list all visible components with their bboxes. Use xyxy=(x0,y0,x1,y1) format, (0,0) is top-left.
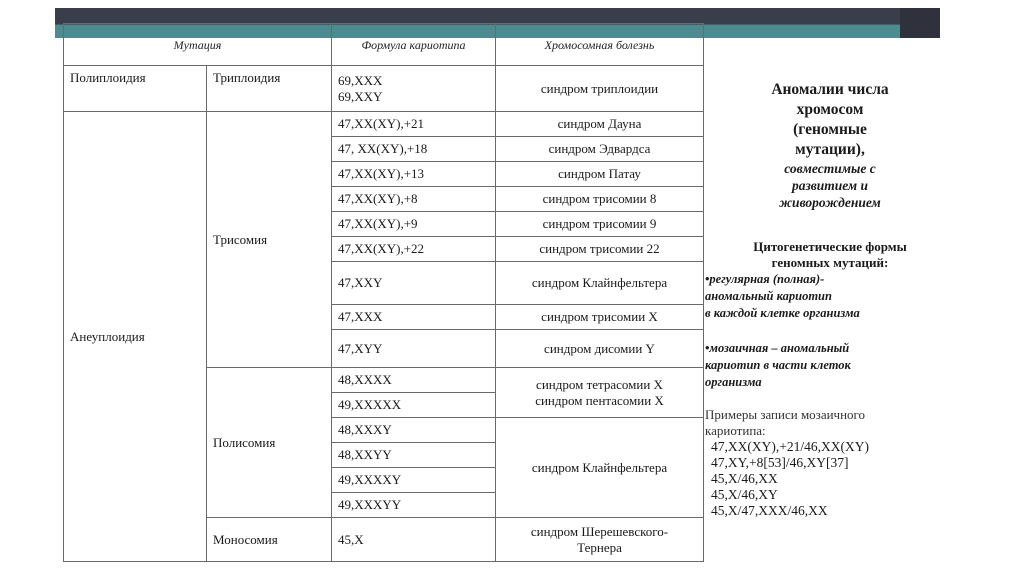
subtype-monosomy: Моносомия xyxy=(207,518,332,562)
disease-cell: синдром Клайнфельтера xyxy=(496,418,704,518)
disease-cell xyxy=(496,518,704,562)
regular-form-bullet xyxy=(705,271,955,322)
formula-cell: 47,XX(XY),+13 xyxy=(332,162,496,187)
forms-heading xyxy=(705,239,955,271)
header-disease: Хромосомная болезнь xyxy=(496,24,704,66)
table-row xyxy=(64,66,704,112)
disease-text: синдром пентасомии X xyxy=(535,392,664,408)
side-title-line: хромосом xyxy=(796,101,864,118)
table-header-row xyxy=(64,24,704,66)
examples-heading-line: кариотипа: xyxy=(705,423,766,438)
formula-cell: 49,XXXXY xyxy=(332,468,496,493)
header-formula: Формула кариотипа xyxy=(332,24,496,66)
disease-text: синдром тетрасомии X xyxy=(536,376,663,392)
disease-cell: синдром трисомии X xyxy=(496,305,704,330)
side-subtitle-line: развитием и xyxy=(791,178,869,193)
side-subtitle-line: живорождением xyxy=(779,195,881,210)
formula-cell: 47,XX(XY),+8 xyxy=(332,187,496,212)
subtype-triploidy: Триплоидия xyxy=(207,66,332,112)
disease-cell: синдром Патау xyxy=(496,162,704,187)
formula-text: 69,XXY xyxy=(338,88,383,104)
formula-cell: 49,XXXXX xyxy=(332,393,496,418)
bullet-line: кариотип в части клеток xyxy=(705,358,851,372)
formula-cell: 48,XXXY xyxy=(332,418,496,443)
disease-cell: синдром дисомии Y xyxy=(496,330,704,368)
category-polyploidy: Полиплоидия xyxy=(64,66,207,112)
formula-cell: 47,XXX xyxy=(332,305,496,330)
formula-cell: 49,XXXYY xyxy=(332,493,496,518)
bullet-line: аномальный кариотип xyxy=(705,289,832,303)
formula-cell: 47,XXY xyxy=(332,262,496,305)
example-karyotype: 45,X/46,XY xyxy=(711,487,778,502)
formula-cell xyxy=(332,66,496,112)
bullet-line: •регулярная (полная)- xyxy=(705,272,825,286)
category-aneuploidy: Анеуплоидия xyxy=(64,112,207,562)
disease-text: синдром Шерешевского- xyxy=(530,523,669,539)
examples-heading xyxy=(705,407,955,439)
side-title-line: (геномные xyxy=(793,121,867,138)
disease-cell: синдром трисомии 9 xyxy=(496,212,704,237)
side-title xyxy=(705,80,955,160)
side-subtitle-line: совместимые с xyxy=(784,161,876,176)
formula-cell: 45,X xyxy=(332,518,496,562)
subtype-trisomy: Трисомия xyxy=(207,112,332,368)
disease-cell: синдром трисомии 22 xyxy=(496,237,704,262)
disease-cell: синдром трисомии 8 xyxy=(496,187,704,212)
example-karyotype: 45,X/47,XXX/46,XX xyxy=(711,503,828,518)
forms-heading-line: Цитогенетические формы xyxy=(753,239,907,254)
formula-cell: 48,XXYY xyxy=(332,443,496,468)
bullet-line: организма xyxy=(705,375,762,389)
formula-cell: 47,XX(XY),+22 xyxy=(332,237,496,262)
examples-list xyxy=(705,439,955,519)
formula-cell: 47,XX(XY),+21 xyxy=(332,112,496,137)
side-title-line: Аномалии числа xyxy=(771,81,889,98)
example-karyotype: 47,XY,+8[53]/46,XY[37] xyxy=(711,455,849,470)
formula-cell: 47, XX(XY),+18 xyxy=(332,137,496,162)
bullet-line: •мозаичная – аномальный xyxy=(705,341,850,355)
table-row xyxy=(64,112,704,137)
disease-cell: синдром триплоидии xyxy=(496,66,704,112)
subtype-polysomy: Полисомия xyxy=(207,368,332,518)
example-karyotype: 45,X/46,XX xyxy=(711,471,778,486)
karyotype-table xyxy=(63,23,704,562)
disease-cell: синдром Эдвардса xyxy=(496,137,704,162)
disease-cell: синдром Дауна xyxy=(496,112,704,137)
title-band-corner xyxy=(900,8,940,38)
side-title-line: мутации), xyxy=(795,141,865,158)
formula-cell: 48,XXXX xyxy=(332,368,496,393)
examples-heading-line: Примеры записи мозаичного xyxy=(705,407,866,422)
mosaic-form-bullet xyxy=(705,340,955,391)
formula-cell: 47,XYY xyxy=(332,330,496,368)
formula-cell: 47,XX(XY),+9 xyxy=(332,212,496,237)
side-subtitle xyxy=(705,160,955,211)
example-karyotype: 47,XX(XY),+21/46,XX(XY) xyxy=(711,439,869,454)
bullet-line: в каждой клетке организма xyxy=(705,306,860,320)
forms-heading-line: геномных мутаций: xyxy=(771,255,889,270)
formula-text: 69,XXX xyxy=(338,72,383,88)
disease-text: Тернера xyxy=(577,539,622,555)
side-panel xyxy=(705,80,955,519)
disease-cell xyxy=(496,368,704,418)
disease-cell: синдром Клайнфельтера xyxy=(496,262,704,305)
header-mutation: Мутация xyxy=(64,24,332,66)
